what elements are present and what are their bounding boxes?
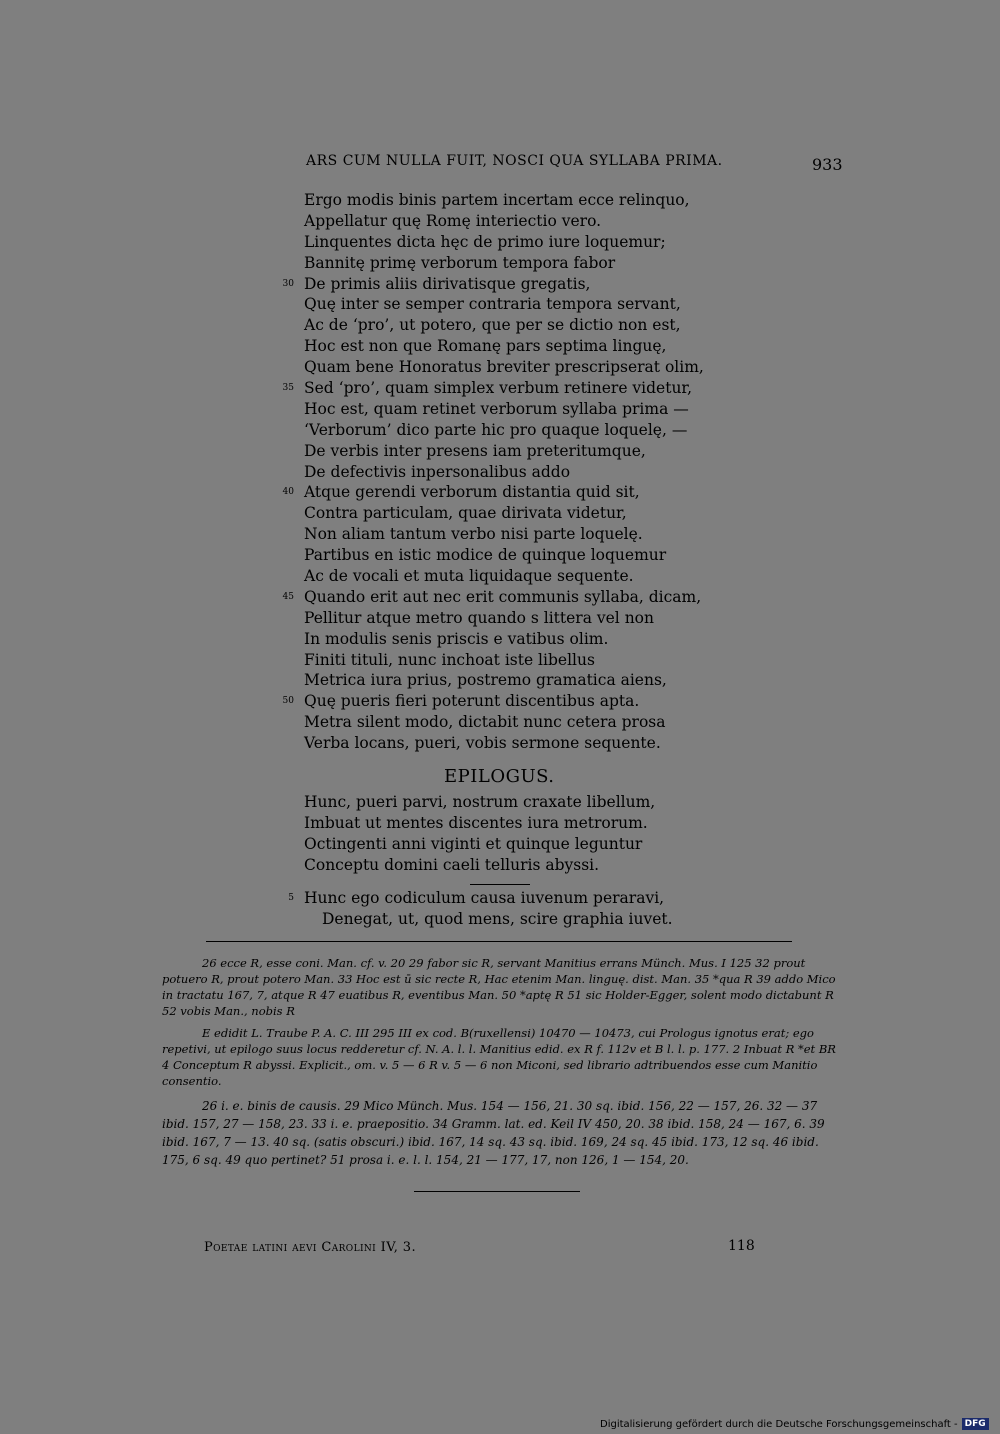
verse-text: ‘Verborum’ dico parte hic pro quaque loquelę, — — [304, 420, 688, 439]
verse-text: Contra particulam, quae dirivata videtur, — [304, 504, 627, 523]
critical-apparatus — [162, 955, 837, 1095]
verse-text: Appellatur quę Romę interiectio vero. — [304, 211, 602, 230]
verse-text: Verba locans, pueri, vobis sermone sequente. — [304, 734, 661, 753]
verse-line — [304, 566, 864, 587]
verse-line — [304, 608, 864, 629]
verse-text: Imbuat ut mentes discentes iura metrorum. — [304, 813, 648, 832]
running-header: ARS CUM NULLA FUIT, NOSCI QUA SYLLABA PRIMA. — [306, 153, 723, 169]
verse-line — [304, 524, 864, 545]
verse-line — [304, 232, 864, 253]
verse-text: Atque gerendi verborum distantia quid sit, — [304, 483, 640, 502]
funding-credit — [600, 1418, 989, 1430]
verse-line — [304, 294, 864, 315]
verse-text: Bannitę primę verborum tempora fabor — [304, 253, 616, 272]
line-number: 50 — [282, 696, 294, 707]
verse-line — [304, 670, 864, 691]
verse-line — [304, 834, 864, 855]
verse-text: Finiti tituli, nunc inchoat iste libellus — [304, 650, 595, 669]
verse-text: Quam bene Honoratus breviter prescripserat olim, — [304, 358, 704, 377]
epilogue-block — [304, 792, 864, 876]
verse-line — [304, 813, 864, 834]
verse-text: Denegat, ut, quod mens, scire graphia iuvet. — [322, 909, 673, 928]
verse-text: Quę inter se semper contraria tempora servant, — [304, 295, 681, 314]
line-number: 45 — [282, 591, 294, 602]
verse-line — [304, 909, 864, 930]
verse-text: Partibus en istic modice de quinque loquemur — [304, 546, 667, 565]
verse-line — [304, 399, 864, 420]
verse-line — [282, 691, 864, 712]
verse-line — [304, 545, 864, 566]
line-number: 35 — [282, 383, 294, 394]
verse-text: Sed ‘pro’, quam simplex verbum retinere videtur, — [304, 379, 693, 398]
verse-line — [304, 792, 864, 813]
verse-line — [304, 211, 864, 232]
verse-line — [304, 855, 864, 876]
verse-line — [304, 336, 864, 357]
verse-text: Hoc est non que Romanę pars septima linguę, — [304, 337, 667, 356]
verse-line — [282, 274, 864, 295]
verse-line — [304, 253, 864, 274]
verse-line — [304, 441, 864, 462]
verse-text: Hunc, pueri parvi, nostrum craxate libellum, — [304, 793, 656, 811]
verse-text: Non aliam tantum verbo nisi parte loquelę. — [304, 525, 643, 544]
verse-text: Octingenti anni viginti et quinque leguntur — [304, 834, 643, 853]
verse-text: Linquentes dicta hęc de primo iure loquemur; — [304, 232, 666, 251]
source-references — [162, 1097, 837, 1169]
signature-mark: 118 — [728, 1238, 755, 1254]
verse-text: Ergo modis binis partem incertam ecce relinquo, — [304, 191, 690, 209]
verse-line — [304, 650, 864, 671]
verse-line — [304, 733, 864, 754]
verse-line — [282, 482, 864, 503]
separator-rule — [470, 884, 530, 885]
line-number: 40 — [282, 487, 294, 498]
verse-line — [282, 587, 864, 608]
verse-text: Ac de ‘pro’, ut potero, que per se dictio non est, — [304, 316, 681, 335]
verse-text: Quando erit aut nec erit communis syllaba, dicam, — [304, 587, 702, 606]
verse-line — [304, 503, 864, 524]
page-number: 933 — [812, 155, 843, 174]
verse-line — [304, 190, 864, 211]
verse-line — [304, 357, 864, 378]
verse-line — [304, 462, 864, 483]
line-number: 30 — [282, 278, 294, 289]
verse-text: Quę pueris fieri poterunt discentibus apta. — [304, 692, 640, 711]
verse-text: Hunc ego codiculum causa iuvenum peraravi, — [304, 889, 665, 907]
verse-line — [288, 888, 864, 909]
verse-text: Conceptu domini caeli telluris abyssi. — [304, 855, 600, 874]
verse-text: In modulis senis priscis e vatibus olim. — [304, 629, 609, 648]
verse-line — [304, 629, 864, 650]
verse-line — [304, 420, 864, 441]
verse-text: Ac de vocali et muta liquidaque sequente. — [304, 567, 634, 586]
verse-text: Pellitur atque metro quando s littera vel non — [304, 608, 654, 627]
verse-text: Hoc est, quam retinet verborum syllaba prima — — [304, 399, 689, 418]
verse-line — [304, 315, 864, 336]
verse-line — [304, 712, 864, 733]
verse-text: Metra silent modo, dictabit nunc cetera prosa — [304, 713, 666, 732]
dfg-logo: DFG — [962, 1418, 989, 1430]
epilogue-heading: EPILOGUS. — [444, 766, 555, 787]
epilogue-closing — [288, 888, 864, 930]
verse-line — [282, 378, 864, 399]
series-title: Poetae latini aevi Carolini IV, 3. — [204, 1240, 416, 1255]
notes-rule — [206, 941, 792, 942]
variant-notes: 26 ecce R, esse coni. Man. cf. v. 20 29 fabor sic R, servant Manitius errans Münch. Mus. I 125 32 prout potuero R, prout potero Man. 33 Hoc est ū sic recte R, Hac etenim Man. linguę. dist. Man. 35 *qua R 39 addo Mico in tractatu 167, 7, atque R 47 euatibus R, eventibus Man. 50 *aptę R 51 sic Holder-Egger, solent modo dictabunt R 52 vobis Man., nobis R — [162, 956, 836, 1018]
verse-block — [282, 190, 864, 754]
source-notes: 26 i. e. binis de causis. 29 Mico Münch. Mus. 154 — 156, 21. 30 sq. ibid. 156, 22 — 157, 26. 32 — 37 ibid. 157, 27 — 158, 23. 33 i. e. praepositio. 34 Gramm. lat. ed. Keil IV 450, 20. 38 ibid. 158, 24 — 167, 6. 39 ibid. 167, 7 — 13. 40 sq. (satis obscuri.) ibid. 167, 14 sq. 43 sq. ibid. 169, 24 sq. 45 ibid. 173, 12 sq. 46 ibid. 175, 6 sq. 49 quo pertinet? 51 prosa i. e. l. l. 154, 21 — 177, 17, non 126, 1 — 154, 20. — [162, 1099, 825, 1167]
verse-text: Metrica iura prius, postremo gramatica aiens, — [304, 671, 667, 690]
edition-note: E edidit L. Traube P. A. C. III 295 III ex cod. B(ruxellensi) 10470 — 10473, cui Prologus ignotus erat; ego repetivi, ut epilogo suus locus redderetur cf. N. A. l. l. Manitius edid. ex R f. 112v et B l. l. p. 177. 2 Inbuat R *et BR 4 Conceptum R abyssi. Explicit., om. v. 5 — 6 R v. 5 — 6 non Miconi, sed librario adtribuendos esse cum Manitio consentio. — [162, 1026, 836, 1088]
verse-text: De defectivis inpersonalibus addo — [304, 462, 571, 481]
end-rule — [414, 1191, 580, 1192]
verse-text: De primis aliis dirivatisque gregatis, — [304, 274, 591, 293]
line-number: 5 — [288, 893, 294, 903]
verse-text: De verbis inter presens iam preteritumque, — [304, 441, 646, 460]
funding-text: Digitalisierung gefördert durch die Deutsche Forschungsgemeinschaft - — [600, 1418, 958, 1430]
